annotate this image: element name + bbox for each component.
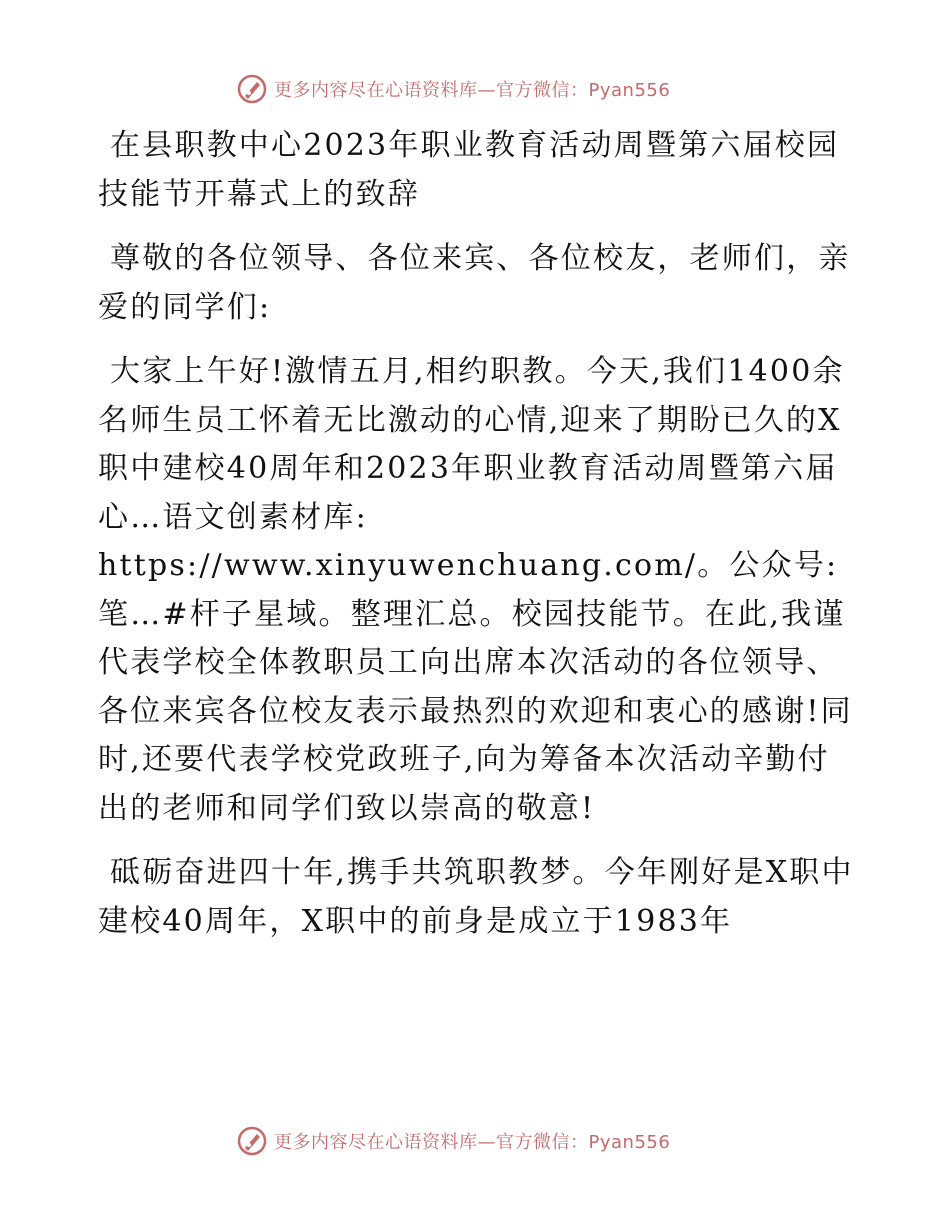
pen-nib-logo-icon	[236, 73, 268, 105]
paragraph: 大家上午好!激情五月,相约职教。今天,我们1400余名师生员工怀着无比激动的心情,迎来了期盼已久的X职中建校40周年和2023年职业教育活动周暨第六届心…语文创素材库: https://www.xinyuwenchuang.com/。公众号: 笔…#杆子星域。整理汇总。校园技能节。在此,我谨代表学校全体教职员工向出席本次活动的各位领导、各位来宾各位校友表示最热烈的欢迎和衷心的感谢!同时,还要代表学校党政班子,向为筹备本次活动辛勤付出的老师和同学们致以崇高的敬意!	[98, 354, 853, 826]
footer-banner	[236, 1124, 670, 1158]
paragraph: 砥砺奋进四十年,携手共筑职教梦。今年刚好是X职中建校40周年，X职中的前身是成立于1983年	[98, 855, 854, 939]
header-banner	[236, 72, 670, 106]
banner-text: 更多内容尽在心语资料库—官方微信：Pyan556	[274, 1132, 671, 1153]
banner-text: 更多内容尽在心语资料库—官方微信：Pyan556	[274, 80, 671, 101]
paragraph: 尊敬的各位领导、各位来宾、各位校友，老师们，亲爱的同学们:	[98, 241, 851, 325]
document-body	[98, 122, 858, 962]
pen-nib-logo-icon	[236, 1125, 268, 1157]
document-title: 在县职教中心2023年职业教育活动周暨第六届校园技能节开幕式上的致辞	[98, 128, 840, 212]
